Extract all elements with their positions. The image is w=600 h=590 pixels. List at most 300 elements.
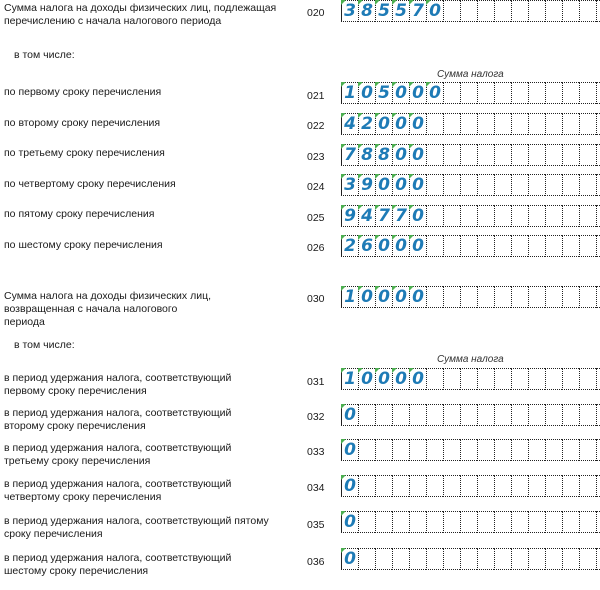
- digit-cell[interactable]: [528, 511, 545, 533]
- digit-cell[interactable]: 4: [358, 205, 375, 227]
- digit-cell[interactable]: [460, 404, 477, 426]
- digit-cell[interactable]: [511, 205, 528, 227]
- filled-marker-icon: [358, 174, 363, 179]
- digit-cell[interactable]: [596, 235, 600, 257]
- digit-cell[interactable]: [477, 286, 494, 308]
- row-label-024: по четвертому сроку перечисления: [4, 178, 176, 190]
- digit-cell[interactable]: [579, 0, 596, 22]
- filled-marker-icon: [409, 0, 414, 5]
- digit-cell[interactable]: [579, 475, 596, 497]
- digit-cell[interactable]: [596, 0, 600, 22]
- value-field-023[interactable]: [341, 144, 600, 166]
- digit-cell[interactable]: [528, 548, 545, 570]
- row-label-032: в период удержания налога, соответствующий второму сроку перечисления: [4, 407, 232, 432]
- digit-cell[interactable]: [596, 286, 600, 308]
- digit-cell[interactable]: [409, 439, 426, 461]
- row-label-025: по пятому сроку перечисления: [4, 208, 155, 220]
- digit-cell[interactable]: [511, 113, 528, 135]
- digit-cell[interactable]: [426, 286, 443, 308]
- digit-cell[interactable]: [511, 548, 528, 570]
- filled-marker-icon: [392, 286, 397, 291]
- filled-marker-icon: [375, 368, 380, 373]
- digit-cell[interactable]: [460, 144, 477, 166]
- digit-cell[interactable]: 0: [392, 144, 409, 166]
- digit-cell[interactable]: [545, 113, 562, 135]
- value-field-032[interactable]: [341, 404, 600, 426]
- digit-cell[interactable]: [511, 368, 528, 390]
- digit-cell[interactable]: 0: [341, 511, 358, 533]
- digit-cell[interactable]: [477, 205, 494, 227]
- digit-cell[interactable]: [494, 82, 511, 104]
- digit-cell[interactable]: [443, 404, 460, 426]
- digit-cell[interactable]: [528, 235, 545, 257]
- digit-cell[interactable]: [477, 144, 494, 166]
- digit-cell[interactable]: 3: [341, 0, 358, 22]
- row-label-023: по третьему сроку перечисления: [4, 147, 165, 159]
- digit-cell[interactable]: 0: [358, 286, 375, 308]
- digit-cell[interactable]: [460, 368, 477, 390]
- digit-cell[interactable]: 4: [341, 113, 358, 135]
- digit-cell[interactable]: [528, 475, 545, 497]
- digit-cell[interactable]: [409, 548, 426, 570]
- digit-cell[interactable]: [511, 174, 528, 196]
- digit-cell[interactable]: 0: [426, 0, 443, 22]
- digit-cell[interactable]: 0: [409, 82, 426, 104]
- digit-cell[interactable]: [562, 113, 579, 135]
- filled-marker-icon: [341, 368, 346, 373]
- digit-cell[interactable]: [596, 205, 600, 227]
- filled-marker-icon: [426, 0, 431, 5]
- digit-cell[interactable]: [545, 368, 562, 390]
- digit-cell[interactable]: [443, 113, 460, 135]
- digit-cell[interactable]: 5: [375, 82, 392, 104]
- value-field-035[interactable]: [341, 511, 600, 533]
- filled-marker-icon: [392, 235, 397, 240]
- row-label-022: по второму сроку перечисления: [4, 117, 161, 129]
- digit-cell[interactable]: [545, 548, 562, 570]
- digit-cell[interactable]: [511, 82, 528, 104]
- digit-cell[interactable]: [426, 144, 443, 166]
- digit-cell[interactable]: [392, 475, 409, 497]
- digit-cell[interactable]: 7: [375, 205, 392, 227]
- value-field-022[interactable]: [341, 113, 600, 135]
- digit-cell[interactable]: [494, 0, 511, 22]
- digit-cell[interactable]: [460, 0, 477, 22]
- digit-cell[interactable]: [477, 548, 494, 570]
- digit-cell[interactable]: [511, 286, 528, 308]
- filled-marker-icon: [341, 144, 346, 149]
- digit-cell[interactable]: [528, 144, 545, 166]
- digit-cell[interactable]: [426, 174, 443, 196]
- digit-cell[interactable]: [596, 548, 600, 570]
- digit-cell[interactable]: [477, 0, 494, 22]
- digit-cell[interactable]: [528, 174, 545, 196]
- digit-cell[interactable]: [426, 113, 443, 135]
- digit-cell[interactable]: 0: [409, 235, 426, 257]
- digit-cell[interactable]: [596, 475, 600, 497]
- digit-cell[interactable]: [579, 511, 596, 533]
- tax-sum-header-2: Сумма налога: [437, 354, 504, 365]
- row-label-031: в период удержания налога, соответствующий первому сроку перечисления: [4, 372, 232, 397]
- value-field-033[interactable]: [341, 439, 600, 461]
- digit-cell[interactable]: [443, 511, 460, 533]
- filled-marker-icon: [341, 235, 346, 240]
- row-code-024: 024: [307, 181, 325, 193]
- filled-marker-icon: [341, 174, 346, 179]
- digit-cell[interactable]: [426, 235, 443, 257]
- value-field-036[interactable]: [341, 548, 600, 570]
- row-code-030: 030: [307, 293, 325, 305]
- digit-cell[interactable]: [562, 511, 579, 533]
- digit-cell[interactable]: [545, 511, 562, 533]
- digit-cell[interactable]: 0: [409, 286, 426, 308]
- digit-cell[interactable]: 0: [375, 113, 392, 135]
- digit-cell[interactable]: [545, 0, 562, 22]
- digit-cell[interactable]: 6: [358, 235, 375, 257]
- digit-cell[interactable]: [511, 511, 528, 533]
- digit-cell[interactable]: [443, 235, 460, 257]
- row-label-030: Сумма налога на доходы физических лиц, возвращенная с начала налогового периода: [4, 290, 212, 328]
- digit-cell[interactable]: [545, 404, 562, 426]
- digit-cell[interactable]: [358, 439, 375, 461]
- digit-cell[interactable]: [579, 235, 596, 257]
- digit-cell[interactable]: [596, 404, 600, 426]
- digit-cell[interactable]: [409, 511, 426, 533]
- digit-cell[interactable]: [545, 205, 562, 227]
- digit-cell[interactable]: [443, 82, 460, 104]
- digit-cell[interactable]: 0: [341, 475, 358, 497]
- digit-cell[interactable]: [392, 548, 409, 570]
- filled-marker-icon: [375, 205, 380, 210]
- digit-cell[interactable]: 8: [358, 144, 375, 166]
- digit-cell[interactable]: [477, 113, 494, 135]
- digit-cell[interactable]: [392, 404, 409, 426]
- row-label-033: в период удержания налога, соответствующий третьему сроку перечисления: [4, 442, 232, 467]
- digit-cell[interactable]: [443, 475, 460, 497]
- digit-cell[interactable]: 0: [375, 174, 392, 196]
- digit-cell[interactable]: 0: [409, 113, 426, 135]
- digit-cell[interactable]: 0: [392, 235, 409, 257]
- digit-cell[interactable]: 0: [392, 82, 409, 104]
- digit-cell[interactable]: [494, 174, 511, 196]
- filled-marker-icon: [341, 475, 346, 480]
- filled-marker-icon: [392, 174, 397, 179]
- digit-cell[interactable]: [392, 439, 409, 461]
- digit-cell[interactable]: [528, 404, 545, 426]
- filled-marker-icon: [358, 82, 363, 87]
- filled-marker-icon: [409, 235, 414, 240]
- digit-cell[interactable]: [596, 174, 600, 196]
- digit-cell[interactable]: [579, 368, 596, 390]
- digit-cell[interactable]: [460, 548, 477, 570]
- digit-cell[interactable]: 0: [409, 174, 426, 196]
- digit-cell[interactable]: [562, 286, 579, 308]
- digit-cell[interactable]: [460, 82, 477, 104]
- digit-cell[interactable]: [477, 174, 494, 196]
- digit-cell[interactable]: [477, 82, 494, 104]
- filled-marker-icon: [392, 368, 397, 373]
- filled-marker-icon: [409, 144, 414, 149]
- digit-cell[interactable]: [426, 548, 443, 570]
- digit-cell[interactable]: 0: [341, 439, 358, 461]
- digit-cell[interactable]: [562, 475, 579, 497]
- digit-cell[interactable]: 3: [341, 174, 358, 196]
- digit-cell[interactable]: [358, 404, 375, 426]
- digit-cell[interactable]: 1: [341, 368, 358, 390]
- digit-cell[interactable]: 0: [426, 82, 443, 104]
- digit-cell[interactable]: [579, 205, 596, 227]
- digit-cell[interactable]: [443, 144, 460, 166]
- digit-cell[interactable]: [477, 475, 494, 497]
- digit-cell[interactable]: 0: [375, 286, 392, 308]
- digit-cell[interactable]: [477, 511, 494, 533]
- value-field-021[interactable]: [341, 82, 600, 104]
- value-field-030[interactable]: [341, 286, 600, 308]
- digit-cell[interactable]: [375, 548, 392, 570]
- digit-cell[interactable]: [511, 439, 528, 461]
- value-field-024[interactable]: [341, 174, 600, 196]
- digit-cell[interactable]: [579, 548, 596, 570]
- digit-cell[interactable]: [562, 0, 579, 22]
- digit-cell[interactable]: [562, 144, 579, 166]
- digit-cell[interactable]: 0: [341, 548, 358, 570]
- digit-cell[interactable]: [426, 404, 443, 426]
- row-code-031: 031: [307, 376, 325, 388]
- digit-cell[interactable]: [460, 511, 477, 533]
- digit-cell[interactable]: [562, 404, 579, 426]
- digit-cell[interactable]: [392, 511, 409, 533]
- digit-cell[interactable]: [375, 439, 392, 461]
- digit-cell[interactable]: 0: [375, 368, 392, 390]
- row-code-023: 023: [307, 151, 325, 163]
- digit-cell[interactable]: [375, 404, 392, 426]
- digit-cell[interactable]: [596, 113, 600, 135]
- digit-cell[interactable]: [494, 368, 511, 390]
- digit-cell[interactable]: [579, 144, 596, 166]
- digit-cell[interactable]: 7: [392, 205, 409, 227]
- digit-cell[interactable]: [460, 113, 477, 135]
- value-field-031[interactable]: [341, 368, 600, 390]
- digit-cell[interactable]: 2: [358, 113, 375, 135]
- row-label-036: в период удержания налога, соответствующий шестому сроку перечисления: [4, 552, 232, 577]
- row-label-034: в период удержания налога, соответствующий четвертому сроку перечисления: [4, 478, 232, 503]
- digit-cell[interactable]: [562, 368, 579, 390]
- filled-marker-icon: [375, 113, 380, 118]
- digit-cell[interactable]: [358, 511, 375, 533]
- digit-cell[interactable]: [426, 511, 443, 533]
- digit-cell[interactable]: [426, 439, 443, 461]
- digit-cell[interactable]: [443, 205, 460, 227]
- digit-cell[interactable]: [596, 368, 600, 390]
- digit-cell[interactable]: [596, 439, 600, 461]
- digit-cell[interactable]: [409, 404, 426, 426]
- digit-cell[interactable]: 9: [358, 174, 375, 196]
- digit-cell[interactable]: [426, 205, 443, 227]
- digit-cell[interactable]: [545, 475, 562, 497]
- digit-cell[interactable]: [579, 286, 596, 308]
- digit-cell[interactable]: 0: [409, 144, 426, 166]
- digit-cell[interactable]: [460, 286, 477, 308]
- digit-cell[interactable]: [511, 0, 528, 22]
- digit-cell[interactable]: [358, 548, 375, 570]
- digit-cell[interactable]: [562, 82, 579, 104]
- digit-cell[interactable]: [579, 82, 596, 104]
- filled-marker-icon: [358, 235, 363, 240]
- digit-cell[interactable]: 2: [341, 235, 358, 257]
- digit-cell[interactable]: 0: [392, 368, 409, 390]
- digit-cell[interactable]: [528, 0, 545, 22]
- digit-cell[interactable]: [545, 439, 562, 461]
- filled-marker-icon: [409, 205, 414, 210]
- digit-cell[interactable]: [409, 475, 426, 497]
- filled-marker-icon: [409, 368, 414, 373]
- filled-marker-icon: [426, 82, 431, 87]
- filled-marker-icon: [358, 144, 363, 149]
- filled-marker-icon: [358, 113, 363, 118]
- digit-cell[interactable]: [494, 205, 511, 227]
- digit-cell[interactable]: [562, 439, 579, 461]
- filled-marker-icon: [358, 0, 363, 5]
- digit-cell[interactable]: 7: [341, 144, 358, 166]
- digit-cell[interactable]: [477, 439, 494, 461]
- digit-cell[interactable]: [426, 475, 443, 497]
- digit-cell[interactable]: [579, 113, 596, 135]
- row-code-025: 025: [307, 212, 325, 224]
- digit-cell[interactable]: [528, 368, 545, 390]
- filled-marker-icon: [375, 0, 380, 5]
- digit-cell[interactable]: 8: [375, 144, 392, 166]
- row-code-022: 022: [307, 120, 325, 132]
- digit-cell[interactable]: [494, 475, 511, 497]
- row-code-021: 021: [307, 90, 325, 102]
- value-field-026[interactable]: [341, 235, 600, 257]
- digit-cell[interactable]: [528, 113, 545, 135]
- row-code-026: 026: [307, 242, 325, 254]
- value-field-034[interactable]: [341, 475, 600, 497]
- digit-cell[interactable]: [511, 235, 528, 257]
- filled-marker-icon: [375, 174, 380, 179]
- filled-marker-icon: [341, 205, 346, 210]
- filled-marker-icon: [392, 205, 397, 210]
- value-field-020[interactable]: [341, 0, 600, 22]
- digit-cell[interactable]: [562, 174, 579, 196]
- digit-cell[interactable]: [511, 144, 528, 166]
- digit-cell[interactable]: [596, 511, 600, 533]
- row-code-033: 033: [307, 446, 325, 458]
- digit-cell[interactable]: [494, 235, 511, 257]
- digit-cell[interactable]: [494, 144, 511, 166]
- filled-marker-icon: [341, 0, 346, 5]
- digit-cell[interactable]: 9: [341, 205, 358, 227]
- filled-marker-icon: [341, 82, 346, 87]
- digit-cell[interactable]: [562, 548, 579, 570]
- digit-cell[interactable]: 0: [358, 82, 375, 104]
- digit-cell[interactable]: [596, 144, 600, 166]
- filled-marker-icon: [358, 286, 363, 291]
- digit-cell[interactable]: [494, 439, 511, 461]
- digit-cell[interactable]: 8: [358, 0, 375, 22]
- digit-cell[interactable]: 0: [341, 404, 358, 426]
- digit-cell[interactable]: [545, 82, 562, 104]
- row-code-020: 020: [307, 7, 325, 19]
- digit-cell[interactable]: [375, 511, 392, 533]
- filled-marker-icon: [409, 82, 414, 87]
- digit-cell[interactable]: [579, 174, 596, 196]
- digit-cell[interactable]: 0: [392, 113, 409, 135]
- digit-cell[interactable]: [494, 511, 511, 533]
- digit-cell[interactable]: [477, 235, 494, 257]
- digit-cell[interactable]: [494, 404, 511, 426]
- row-code-036: 036: [307, 556, 325, 568]
- tax-sum-header-1: Сумма налога: [437, 69, 504, 80]
- digit-cell[interactable]: [528, 286, 545, 308]
- value-field-025[interactable]: [341, 205, 600, 227]
- digit-cell[interactable]: [460, 475, 477, 497]
- digit-cell[interactable]: [545, 286, 562, 308]
- digit-cell[interactable]: 5: [375, 0, 392, 22]
- digit-cell[interactable]: [579, 439, 596, 461]
- digit-cell[interactable]: [528, 82, 545, 104]
- digit-cell[interactable]: [528, 205, 545, 227]
- digit-cell[interactable]: [443, 439, 460, 461]
- filled-marker-icon: [341, 548, 346, 553]
- digit-cell[interactable]: 0: [409, 368, 426, 390]
- digit-cell[interactable]: [511, 475, 528, 497]
- digit-cell[interactable]: [443, 174, 460, 196]
- digit-cell[interactable]: 7: [409, 0, 426, 22]
- digit-cell[interactable]: 1: [341, 82, 358, 104]
- digit-cell[interactable]: [528, 439, 545, 461]
- filled-marker-icon: [358, 368, 363, 373]
- digit-cell[interactable]: 1: [341, 286, 358, 308]
- digit-cell[interactable]: [460, 205, 477, 227]
- digit-cell[interactable]: 0: [358, 368, 375, 390]
- digit-cell[interactable]: [375, 475, 392, 497]
- digit-cell[interactable]: 5: [392, 0, 409, 22]
- digit-cell[interactable]: [443, 548, 460, 570]
- digit-cell[interactable]: [477, 404, 494, 426]
- filled-marker-icon: [358, 205, 363, 210]
- digit-cell[interactable]: [596, 82, 600, 104]
- digit-cell[interactable]: [545, 235, 562, 257]
- digit-cell[interactable]: [358, 475, 375, 497]
- filled-marker-icon: [341, 404, 346, 409]
- digit-cell[interactable]: [443, 0, 460, 22]
- digit-cell[interactable]: [494, 548, 511, 570]
- digit-cell[interactable]: [443, 368, 460, 390]
- digit-cell[interactable]: [562, 205, 579, 227]
- digit-cell[interactable]: 0: [392, 174, 409, 196]
- digit-cell[interactable]: [511, 404, 528, 426]
- digit-cell[interactable]: [494, 113, 511, 135]
- digit-cell[interactable]: [460, 235, 477, 257]
- digit-cell[interactable]: [460, 439, 477, 461]
- digit-cell[interactable]: [494, 286, 511, 308]
- digit-cell[interactable]: [443, 286, 460, 308]
- digit-cell[interactable]: 0: [392, 286, 409, 308]
- digit-cell[interactable]: 0: [375, 235, 392, 257]
- digit-cell[interactable]: [579, 404, 596, 426]
- filled-marker-icon: [409, 286, 414, 291]
- filled-marker-icon: [375, 82, 380, 87]
- digit-cell[interactable]: [562, 235, 579, 257]
- digit-cell[interactable]: 0: [409, 205, 426, 227]
- digit-cell[interactable]: [545, 174, 562, 196]
- digit-cell[interactable]: [477, 368, 494, 390]
- digit-cell[interactable]: [545, 144, 562, 166]
- digit-cell[interactable]: [460, 174, 477, 196]
- digit-cell[interactable]: [426, 368, 443, 390]
